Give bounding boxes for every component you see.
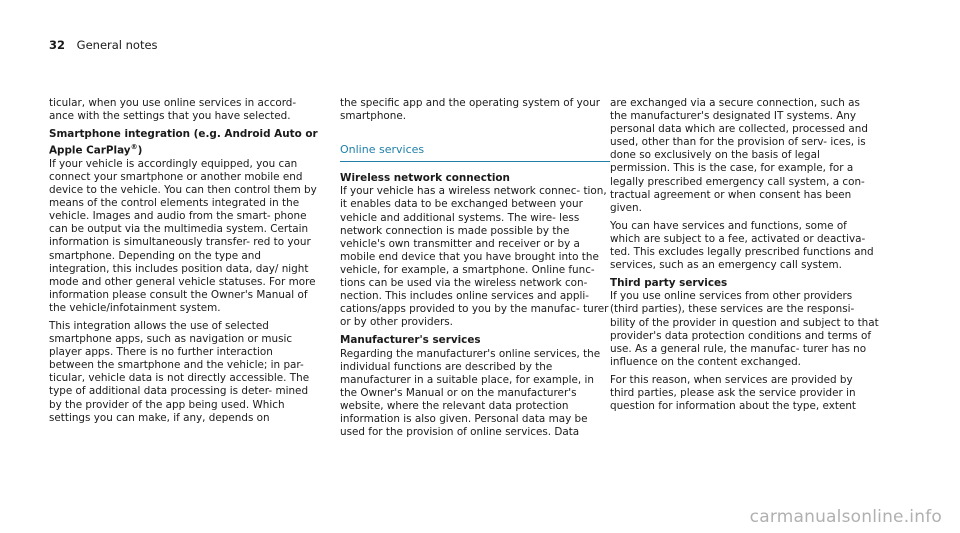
paragraph: This integration allows the use of selected smartphone apps, such as navigation or music player apps. There is no further interaction between the smartphone and the vehicle; in par- ticular, vehicle data is not directly accessible. The type of additional data processing is deter- mined by the provider of the app being used. Which settings you can make, if any, depends on <box>49 319 310 424</box>
paragraph: If your vehicle is accordingly equipped, you can connect your smartphone or another mobile end device to the vehicle. You can then control them by means of the control elements integrated in the vehicle. Images and audio from the smart- phone can be output via the multimedia system. Certain information is simultaneously transfer- red to your smartphone. Depending on the type and integration, this includes position data, day/ night mode and other general vehicle statuses. For more information please consult the Owner's Manual of the vehicle/infotainment system. <box>49 157 317 314</box>
column-3 <box>610 97 880 418</box>
page-header-title: General notes <box>76 38 158 52</box>
subheading-manufacturer-services: Manufacturer's services <box>340 334 481 347</box>
subheading-wireless-network: Wireless network connection <box>340 172 510 185</box>
page-number: 32 <box>49 38 66 52</box>
paragraph: the specific app and the operating system of your smartphone. <box>340 97 600 123</box>
page-header <box>49 38 158 52</box>
column-2 <box>340 97 610 444</box>
section-heading-online-services: Online services <box>340 143 610 162</box>
paragraph: If you use online services from other providers (third parties), these services are the responsi- bility of the provider in question and subject to that provider's data protection conditions and terms of use. As a general rule, the manufac- turer has no influence on the content exchanged. <box>610 290 879 368</box>
subheading-smartphone-integration <box>49 128 319 158</box>
subheading-third-party: Third party services <box>610 277 728 290</box>
subheading-line-2: Apple CarPlay <box>49 144 131 157</box>
subheading-close: ) <box>137 144 143 157</box>
paragraph: You can have services and functions, some of which are subject to a fee, activated or deactiva- ted. This excludes legally prescribed functions and services, such as an emergency call system. <box>610 219 874 272</box>
subheading-line-1: Smartphone integration (e.g. Android Auto or <box>49 128 318 141</box>
paragraph: are exchanged via a secure connection, such as the manufacturer's designated IT systems. Any personal data which are collected, processed and used, other than for the provision of serv- ices, is done so exclusively on the basis of legal permission. This is the case, for example, for a legally prescribed emergency call system, a con- tractual agreement or when consent has been given. <box>610 97 868 214</box>
paragraph: If your vehicle has a wireless network connec- tion, it enables data to be exchanged between your vehicle and additional systems. The wire- less network connection is made possible by the vehicle's own transmitter and receiver or by a mobile end device that you have brought into the vehicle, for example, a smartphone. Online func- tions can be used via the wireless network con- nection. This includes online services and appli- cations/apps provided to you by the manufac- turer or by other providers. <box>340 185 609 329</box>
paragraph: For this reason, when services are provided by third parties, please ask the service provider in question for information about the type, extent <box>610 373 856 413</box>
paragraph: ticular, when you use online services in accord- ance with the settings that you have selected. <box>49 97 297 123</box>
watermark: carmanualsonline.info <box>749 507 942 527</box>
registered-mark: ® <box>130 143 138 152</box>
column-1 <box>49 97 319 430</box>
paragraph: Regarding the manufacturer's online services, the individual functions are described by the manufacturer in a suitable place, for example, in the Owner's Manual or on the manufacturer's website, where the relevant data protection information is also given. Personal data may be used for the provision of online services. Data <box>340 347 601 439</box>
